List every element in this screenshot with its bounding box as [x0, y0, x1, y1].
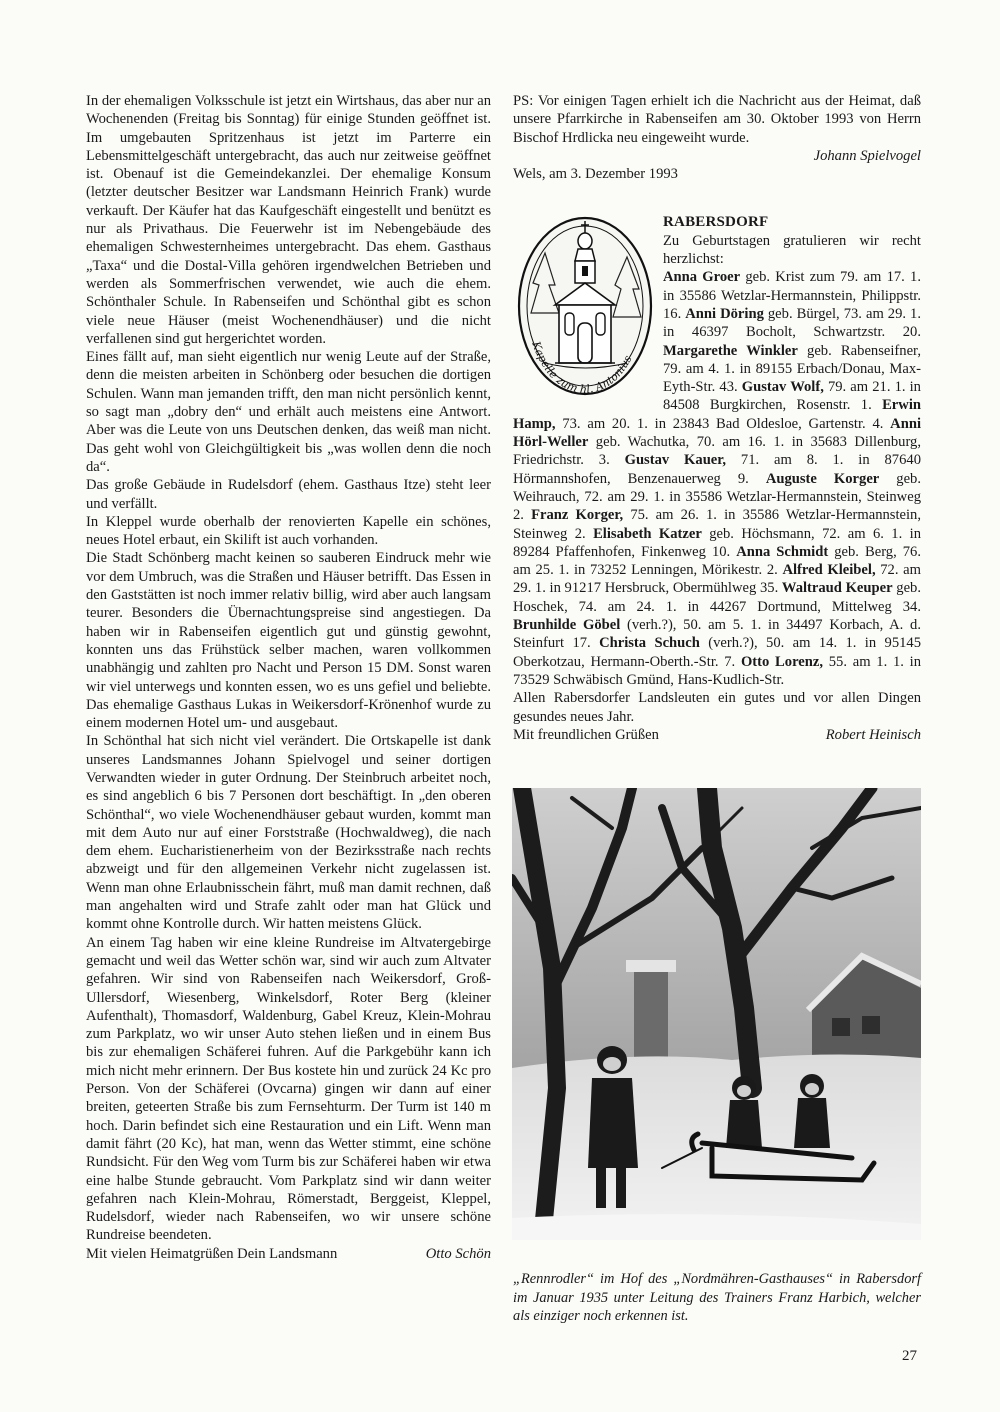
intro-text: Zu Geburtstagen gratulieren wir recht herzlichst: — [663, 232, 921, 268]
paragraph: Eines fällt auf, man sieht eigentlich nur wenig Leute auf der Straße, denn die meisten arbeiten in Schönberg oder besuchen die dortigen Schulen. Wann man jemanden trifft, den man nicht persönlich kennt, so sagt man „dobry den“ und erhält auch meistens eine Antwort. Aber was die Leute von uns Deutschen denken, das weiß man nicht. Das geht wohl von Gleichgültigkeit bis „was wollen denn die noch da“. — [86, 349, 491, 475]
right-column — [513, 92, 921, 744]
birthday-details: geb. Bürgel, 73. am 29. 1. in 46397 Bocholt, Schwartzstr. 20. — [663, 305, 921, 341]
person-name: Brunhilde Göbel — [513, 617, 621, 634]
ps-signature: Johann Spielvogel — [813, 147, 921, 164]
person-name: Gustav Kauer, — [624, 452, 727, 469]
person-name: Erwin Hamp, — [513, 397, 921, 432]
greeting-signature: Robert Heinisch — [825, 726, 921, 743]
place-date: Wels, am 3. Dezember 1993 — [513, 166, 678, 183]
emblem-lettering: Kapelle zum hl. Antonius — [529, 340, 635, 397]
birthday-details: geb. Hoschek, 74. am 24. 1. in 44267 Dortmund, Mittelweg 34. — [513, 580, 921, 615]
person-name: Anni Hörl-Weller — [513, 415, 921, 451]
chapel-emblem — [515, 213, 655, 399]
birthday-details: geb. Weihrauch, 72. am 29. 1. in 35586 Wetzlar-Hermannstein, Steinweg 2. — [513, 470, 921, 524]
ps-paragraph: PS: Vor einigen Tagen erhielt ich die Nachricht aus der Heimat, daß unsere Pfarrkirche in Rabenseifen am 30. Oktober 1993 von Herrn Bischof Hrdlicka neu eingeweiht wurde. — [513, 93, 921, 146]
paragraph: An einem Tag haben wir eine kleine Rundreise im Altvatergebirge gemacht und weil das Wetter schön war, sind wir auch zum Altvater gefahren. Wir sind von Rabenseifen nach Weikersdorf, Groß-Ullersdorf, Wiesenberg, Winkelsdorf, Roter Berg (kleiner Aufenthalt), Thomasdorf, Waldenburg, Gabel Kreuz, Klein-Mohrau zum Parkplatz, wo wir unser Auto stehen ließen und in einem Bus bis zur ehemaligen Schäferei fuhren. Auf die Parkgebühr kann ich mich nicht mehr erinnern. Der Bus kostete hin und zurück 24 Kc pro Person. Von der Schäferei (Ovcarna) gingen wir dann auf einer breiten, geteerten Straße bis zum Fernsehturm. Der Turm ist 140 m hoch. Darin befindet sich eine Restauration und ein Lift. Wenn man damit fährt (20 Kc), hat man, wenn das Wetter stimmt, eine schöne Rundsicht. Für den Weg vom Turm bis zur Schäferei haben wir etwa eine halbe Stunde gebraucht. Vom Parkplatz sind wir dann weiter gefahren nach Klein-Mohrau, Römerstadt, Berggeist, Kleppel, Rudelsdorf, wieder nach Rabenseifen, wo wir unsere schöne Rundreise beendeten. — [86, 934, 491, 1244]
birthday-details: 72. am 29. 1. in 91217 Hersbruck, Obermühlweg 35. — [513, 562, 921, 597]
person-name: Alfred Kleibel, — [782, 562, 876, 579]
paragraph: Die Stadt Schönberg macht keinen so sauberen Eindruck mehr wie vor dem Umbruch, was die Straßen und Häuser betrifft. Das Essen in den Gaststätten ist noch immer relativ billig, wird aber auch langsam teurer. Besonders die Übernachtungspreise sind angestiegen. Da haben wir in Rabenseifen eigentlich gut und günstig gewohnt, konnten uns das Frühstück selber machen, waren vollkommen unabhängig und zahlten pro Nacht und Person 15 DM. Sonst waren wir viel unterwegs und konnten essen, wo es uns gefiel und beliebte. Das ehemalige Gasthaus Lukas in Weikersdorf-Krönenhof wurde zu einem modernen Hotel um- und ausgebaut. — [86, 550, 491, 732]
person-name: Christa Schuch — [599, 635, 700, 652]
birthday-details: 55. am 1. 1. in 73529 Schwäbisch Gmünd, Hans-Kudlich-Str. — [513, 653, 921, 688]
person-name: Auguste Korger — [765, 470, 880, 487]
birthday-details: geb. Krist zum 79. am 17. 1. in 35586 Wetzlar-Hermannstein, Philippstr. 16. — [663, 269, 921, 322]
page-number: 27 — [902, 1348, 917, 1364]
birthday-details: 73. am 20. 1. in 23843 Bad Oldesloe, Gartenstr. 4. — [555, 415, 891, 432]
left-column — [86, 92, 491, 1263]
photo-caption: „Rennrodler“ im Hof des „Nordmähren-Gasthauses“ in Rabersdorf im Januar 1935 unter Leitung des Trainers Franz Harbich, welcher als einziger noch erkennen ist. — [513, 1271, 921, 1324]
section-heading: RABERSDORF — [663, 214, 769, 231]
paragraph: Das große Gebäude in Rudelsdorf (ehem. Gasthaus Itze) steht leer und verfällt. — [86, 477, 491, 512]
birthday-details: geb. Wachutka, 70. am 16. 1. in 35683 Dillenburg, Friedrichstr. 3. — [513, 434, 921, 469]
person-name: Anna Groer — [663, 269, 741, 286]
rabersdorf-section — [513, 213, 921, 689]
person-name: Margarethe Winkler — [663, 342, 798, 359]
person-name: Elisabeth Katzer — [593, 525, 702, 542]
historic-photo — [512, 788, 921, 1240]
greeting-line — [513, 726, 921, 744]
person-name: Franz Korger, — [531, 507, 624, 524]
paragraph: In Kleppel wurde oberhalb der renovierten Kapelle ein schönes, neues Hotel erbaut, ein Skilift ist auch vorhanden. — [86, 513, 491, 549]
birthday-details: 71. am 8. 1. in 87640 Hörmannshofen, Benzenauerweg 9. — [513, 452, 921, 487]
birthday-details: (verh.?), 50. am 14. 1. in 95145 Oberkotzau, Hermann-Oberth.-Str. 7. — [513, 635, 921, 670]
birthday-details: geb. Höchsmann, 72. am 6. 1. in 89284 Pfaffenhofen, Finkenweg 10. — [513, 525, 921, 560]
birthday-details: 79. am 21. 1. in 84508 Burgkirchen, Rosenstr. 1. — [663, 379, 921, 414]
birthday-details: geb. Rabenseifner, 79. am 4. 1. in 89155 Erbach/Donau, Max-Eyth-Str. 43. — [663, 342, 921, 396]
person-name: Anni Döring — [685, 305, 764, 322]
paragraph: In Schönthal hat sich nicht viel verändert. Die Ortskapelle ist dank unseres Landsmannes Johann Spielvogel und seiner dortigen Verwandten wieder in guter Ordnung. Der Steinbruch arbeitet noch, es sind angeblich 6 bis 7 Personen dort beschäftigt. In „den oberen Schönthal“, wo viele Wochenendhäuser gebaut wurden, kommt man mit dem Auto nur auf einer Forststraße (Hochwaldweg), die nach dem ehem. Eucharistienerheim von der Bezirksstraße nach rechts abzweigt und für den allgemeinen Verkehr nicht zugelassen ist. Wenn man ohne Erlaubnisschein fährt, muß man damit rechnen, daß man angehalten wird und Strafe zahlt oder man hat Glück und kommt ohne Kontrolle durch. Wir hatten meistens Glück. — [86, 733, 491, 933]
birthday-details: 75. am 26. 1. in 35586 Wetzlar-Hermannstein, Steinweg 2. — [513, 507, 921, 542]
person-name: Otto Lorenz, — [740, 653, 824, 670]
greeting-text: Mit freundlichen Grüßen — [513, 726, 659, 743]
closing-text: Mit vielen Heimatgrüßen Dein Landsmann — [86, 1245, 338, 1262]
birthday-details: geb. Berg, 76. am 25. 1. in 73252 Lenningen, Mörikestr. 2. — [513, 543, 921, 579]
person-name: Waltraud Keuper — [781, 580, 893, 597]
author-signature: Otto Schön — [425, 1245, 491, 1262]
birthday-details: (verh.?), 50. am 5. 1. in 34497 Korbach, A. d. Steinfurt 17. — [513, 617, 921, 652]
person-name: Anna Schmidt — [736, 543, 829, 560]
new-year-wishes: Allen Rabersdorfer Landsleuten ein gutes und vor allen Dingen gesundes neues Jahr. — [513, 690, 921, 725]
closing-line — [86, 1245, 491, 1263]
person-name: Gustav Wolf, — [741, 379, 824, 396]
paragraph: In der ehemaligen Volksschule ist jetzt ein Wirtshaus, das aber nur an Wochenenden (Freitag bis Sonntag) für einige Stunden geöffnet ist. Im umgebauten Spritzenhaus ist jetzt im Parterre ein Lebensmittelgeschäft untergebracht, das auch nur zeitweise geöffnet ist. Obenauf ist die Gemeindekanzlei. Der ehemalige Konsum (letzter deutscher Besitzer war Landsmann Heinrich Frank) wurde verkauft. Der Käufer hat das Kaufgeschäft eingestellt und benützt es nur als Privathaus. Die Feuerwehr ist im Nebengebäude des ehemaligen Schwesternheimes untergebracht. Das ehem. Gasthaus „Taxa“ und die Dostal-Villa gehören irgendwelchen Betrieben und werden als Sommerfrischen verwendet, wie auch die ehem. Schönthaler Schule. In Rabenseifen und Schönthal gibt es schon viele neue Häuser (meist Wochenendhäuser) und die nicht verfallenen sind gut hergerichtet worden. — [86, 93, 491, 347]
